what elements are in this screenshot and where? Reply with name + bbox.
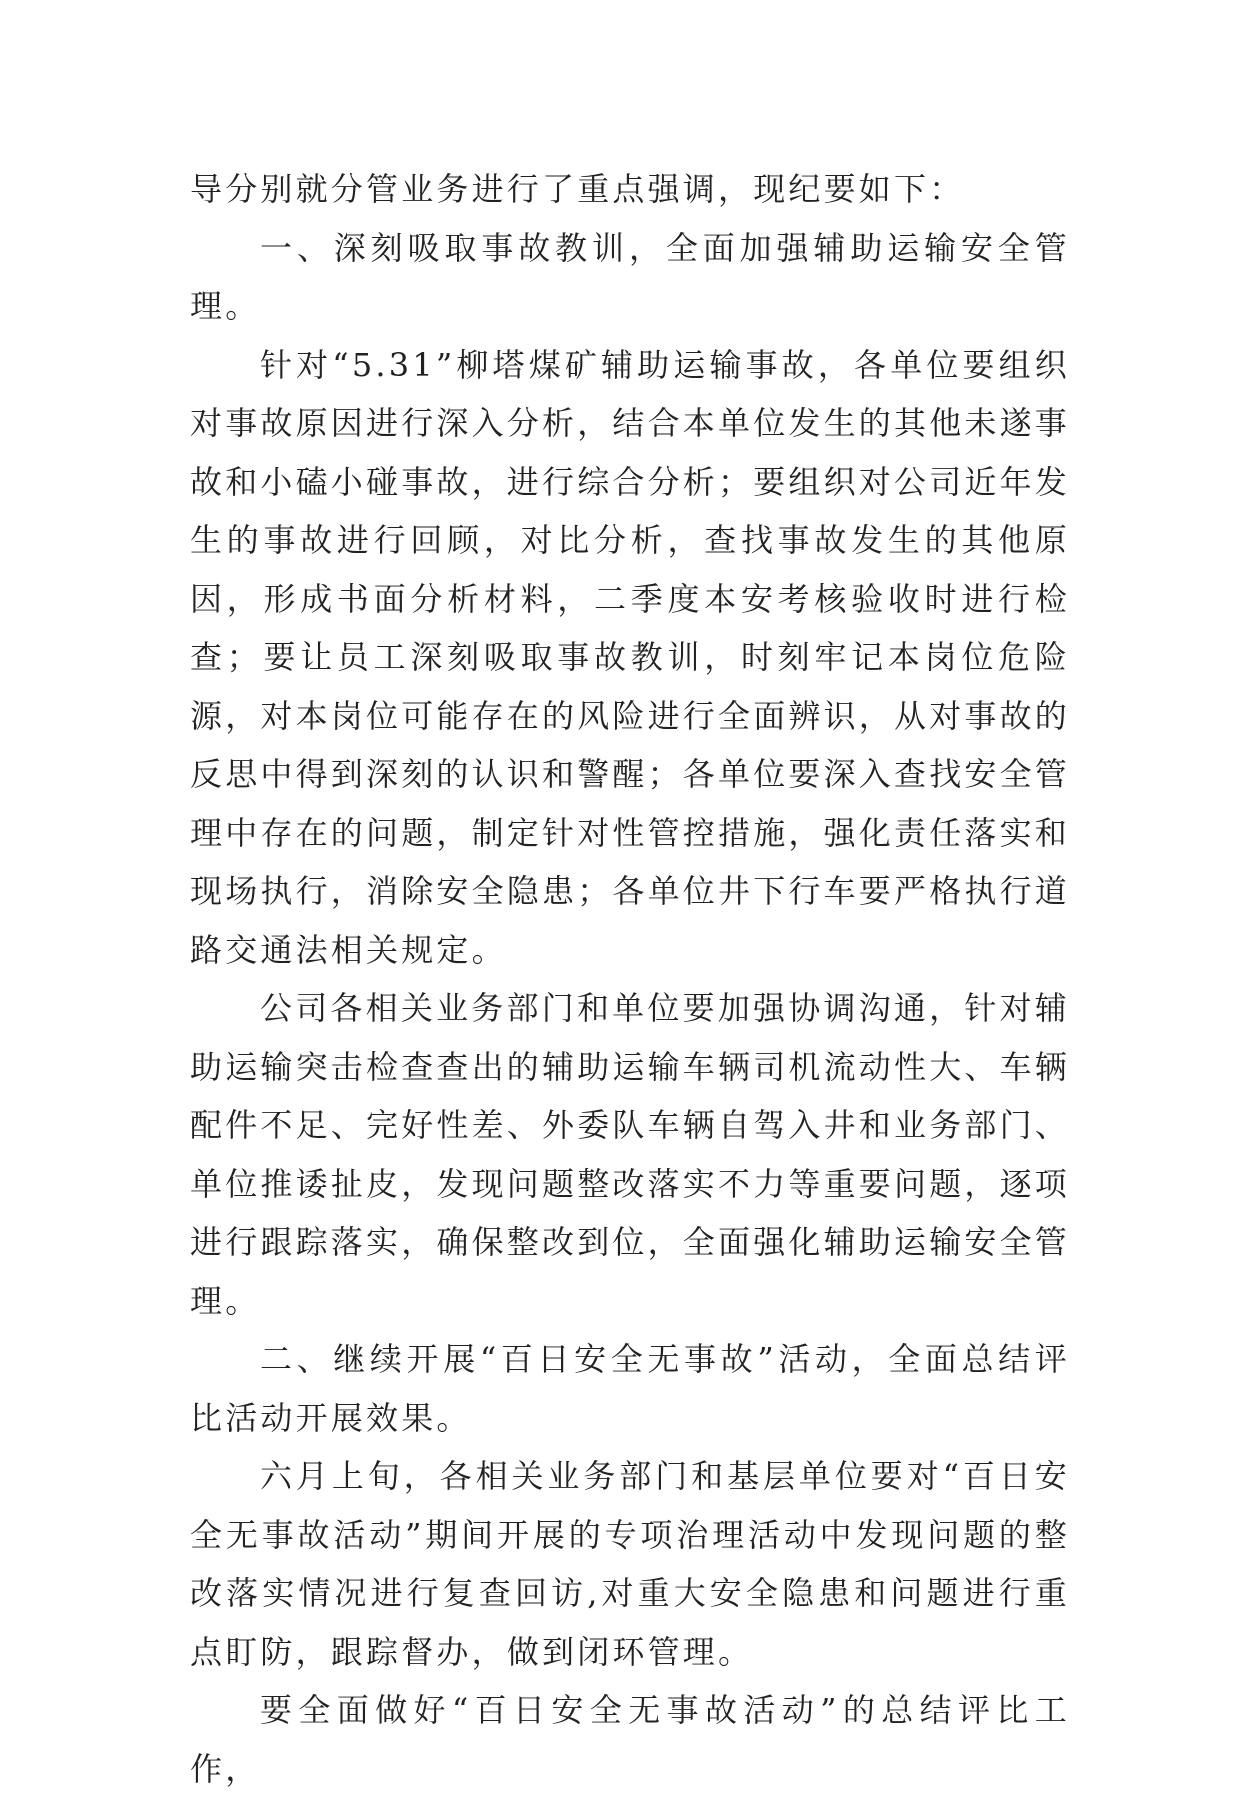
section-heading-2: 二、继续开展“百日安全无事故”活动，全面总结评比活动开展效果。 (190, 1340, 1070, 1437)
paragraph-continuation: 导分别就分管业务进行了重点强调，现纪要如下： (190, 170, 965, 208)
document-body (190, 160, 1070, 1798)
paragraph-department-coordination: 公司各相关业务部门和单位要加强协调沟通，针对辅助运输突击检查查出的辅助运输车辆司机流动性大、车辆配件不足、完好性差、外委队车辆自驾入井和业务部门、单位推诿扯皮，发现问题整改落实不力等重要问题，逐项进行跟踪落实，确保整改到位，全面强化辅助运输安全管理。 (190, 989, 1071, 1320)
paragraph-summary-evaluation: 要全面做好“百日安全无事故活动”的总结评比工作， (190, 1691, 1070, 1788)
paragraph-accident-analysis: 针对“5.31”柳塔煤矿辅助运输事故，各单位要组织对事故原因进行深入分析，结合本单位发生的其他未遂事故和小磕小碰事故，进行综合分析；要组织对公司近年发生的事故进行回顾，对比分析，查找事故发生的其他原因，形成书面分析材料，二季度本安考核验收时进行检查；要让员工深刻吸取事故教训，时刻牢记本岗位危险源，对本岗位可能存在的风险进行全面辨识，从对事故的反思中得到深刻的认识和警醒；各单位要深入查找安全管理中存在的问题，制定针对性管控措施，强化责任落实和现场执行，消除安全隐患；各单位井下行车要严格执行道路交通法相关规定。 (190, 345, 1071, 969)
paragraph-june-review: 六月上旬，各相关业务部门和基层单位要对“百日安全无事故活动”期间开展的专项治理活动中发现问题的整改落实情况进行复查回访,对重大安全隐患和问题进行重点盯防，跟踪督办，做到闭环管理。 (190, 1457, 1070, 1671)
section-heading-1: 一、深刻吸取事故教训，全面加强辅助运输安全管理。 (190, 228, 1070, 325)
